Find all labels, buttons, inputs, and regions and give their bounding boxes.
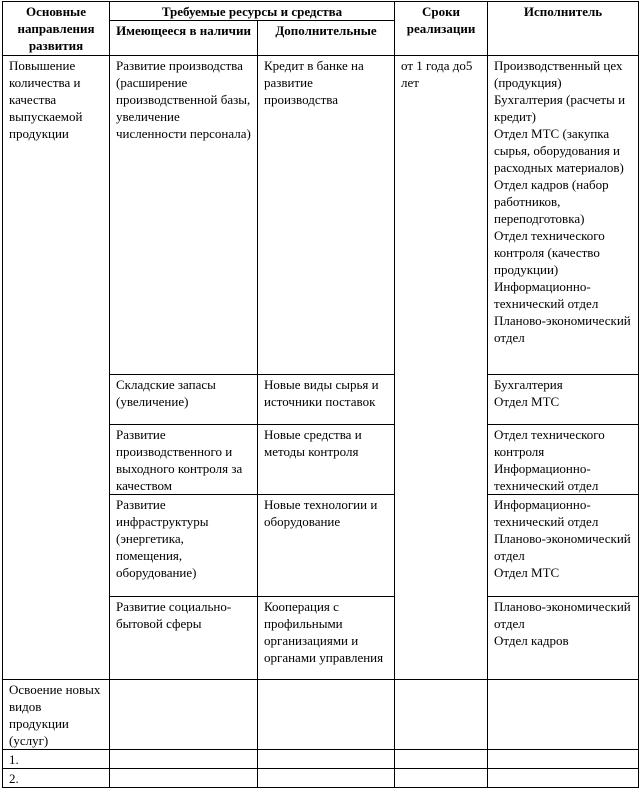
executor-line: Информационно-технический отдел [494, 279, 599, 311]
executor-line: Отдел МТС [494, 565, 560, 580]
executor-cell [488, 769, 639, 788]
table-row [3, 750, 639, 769]
terms-cell [395, 769, 488, 788]
executor-line: Планово-экономический отдел [494, 313, 631, 345]
additional-cell: Новые виды сырья и источники поставок [258, 375, 395, 425]
header-row-top [3, 2, 639, 21]
additional-cell: Новые технологии и оборудование [258, 495, 395, 597]
executor-line: Планово-экономический отдел [494, 599, 631, 631]
executor-cell [488, 56, 639, 375]
executor-line: Отдел МТС [494, 394, 560, 409]
executor-line: Отдел технического контроля [494, 427, 605, 459]
additional-cell [258, 680, 395, 750]
direction-cell: Освоение новых видов продукции (услуг) [3, 680, 110, 750]
existing-cell [110, 750, 258, 769]
executor-line: Отдел МТС (закупка сырья, оборудования и расходных материалов) [494, 126, 624, 175]
existing-cell: Развитие производства (расширение производственной базы, увеличение численности персонала) [110, 56, 258, 375]
development-plan-table [2, 1, 639, 788]
existing-cell: Развитие инфраструктуры (энергетика, помещения, оборудование) [110, 495, 258, 597]
additional-cell: Кооперация с профильными организациями и органами управления [258, 597, 395, 680]
executor-line: Производственный цех (продукция) [494, 58, 623, 90]
executor-line: Бухгалтерия [494, 377, 563, 392]
header-executor: Исполнитель [488, 2, 639, 56]
header-resources: Требуемые ресурсы и средства [110, 2, 395, 21]
executor-cell [488, 680, 639, 750]
additional-cell: Кредит в банке на развитие производства [258, 56, 395, 375]
existing-cell [110, 769, 258, 788]
table-row [3, 769, 639, 788]
table-row [3, 56, 639, 375]
table-row [3, 680, 639, 750]
executor-cell [488, 597, 639, 680]
direction-cell: 1. [3, 750, 110, 769]
additional-cell [258, 750, 395, 769]
direction-cell: 2. [3, 769, 110, 788]
executor-line: Информационно-технический отдел [494, 461, 599, 493]
executor-line: Планово-экономический отдел [494, 531, 631, 563]
additional-cell [258, 769, 395, 788]
header-terms: Сроки реализации [395, 2, 488, 56]
executor-line: Отдел технического контроля (качество продукции) [494, 228, 605, 277]
header-directions: Основные направления развития [3, 2, 110, 56]
executor-line: Отдел кадров (набор работников, переподготовка) [494, 177, 609, 226]
executor-cell [488, 375, 639, 425]
executor-line: Отдел кадров [494, 633, 569, 648]
additional-cell: Новые средства и методы контроля [258, 425, 395, 495]
executor-cell [488, 495, 639, 597]
existing-cell: Развитие производственного и выходного контроля за качеством [110, 425, 258, 495]
terms-cell: от 1 года до5 лет [395, 56, 488, 680]
existing-cell [110, 680, 258, 750]
executor-cell [488, 425, 639, 495]
executor-line: Бухгалтерия (расчеты и кредит) [494, 92, 626, 124]
terms-cell [395, 750, 488, 769]
existing-cell: Развитие социально-бытовой сферы [110, 597, 258, 680]
existing-cell: Складские запасы (увеличение) [110, 375, 258, 425]
terms-cell [395, 680, 488, 750]
direction-cell: Повышение количества и качества выпускаемой продукции [3, 56, 110, 680]
executor-cell [488, 750, 639, 769]
header-additional: Дополнительные [258, 21, 395, 56]
header-existing: Имеющееся в наличии [110, 21, 258, 56]
executor-line: Информационно-технический отдел [494, 497, 599, 529]
